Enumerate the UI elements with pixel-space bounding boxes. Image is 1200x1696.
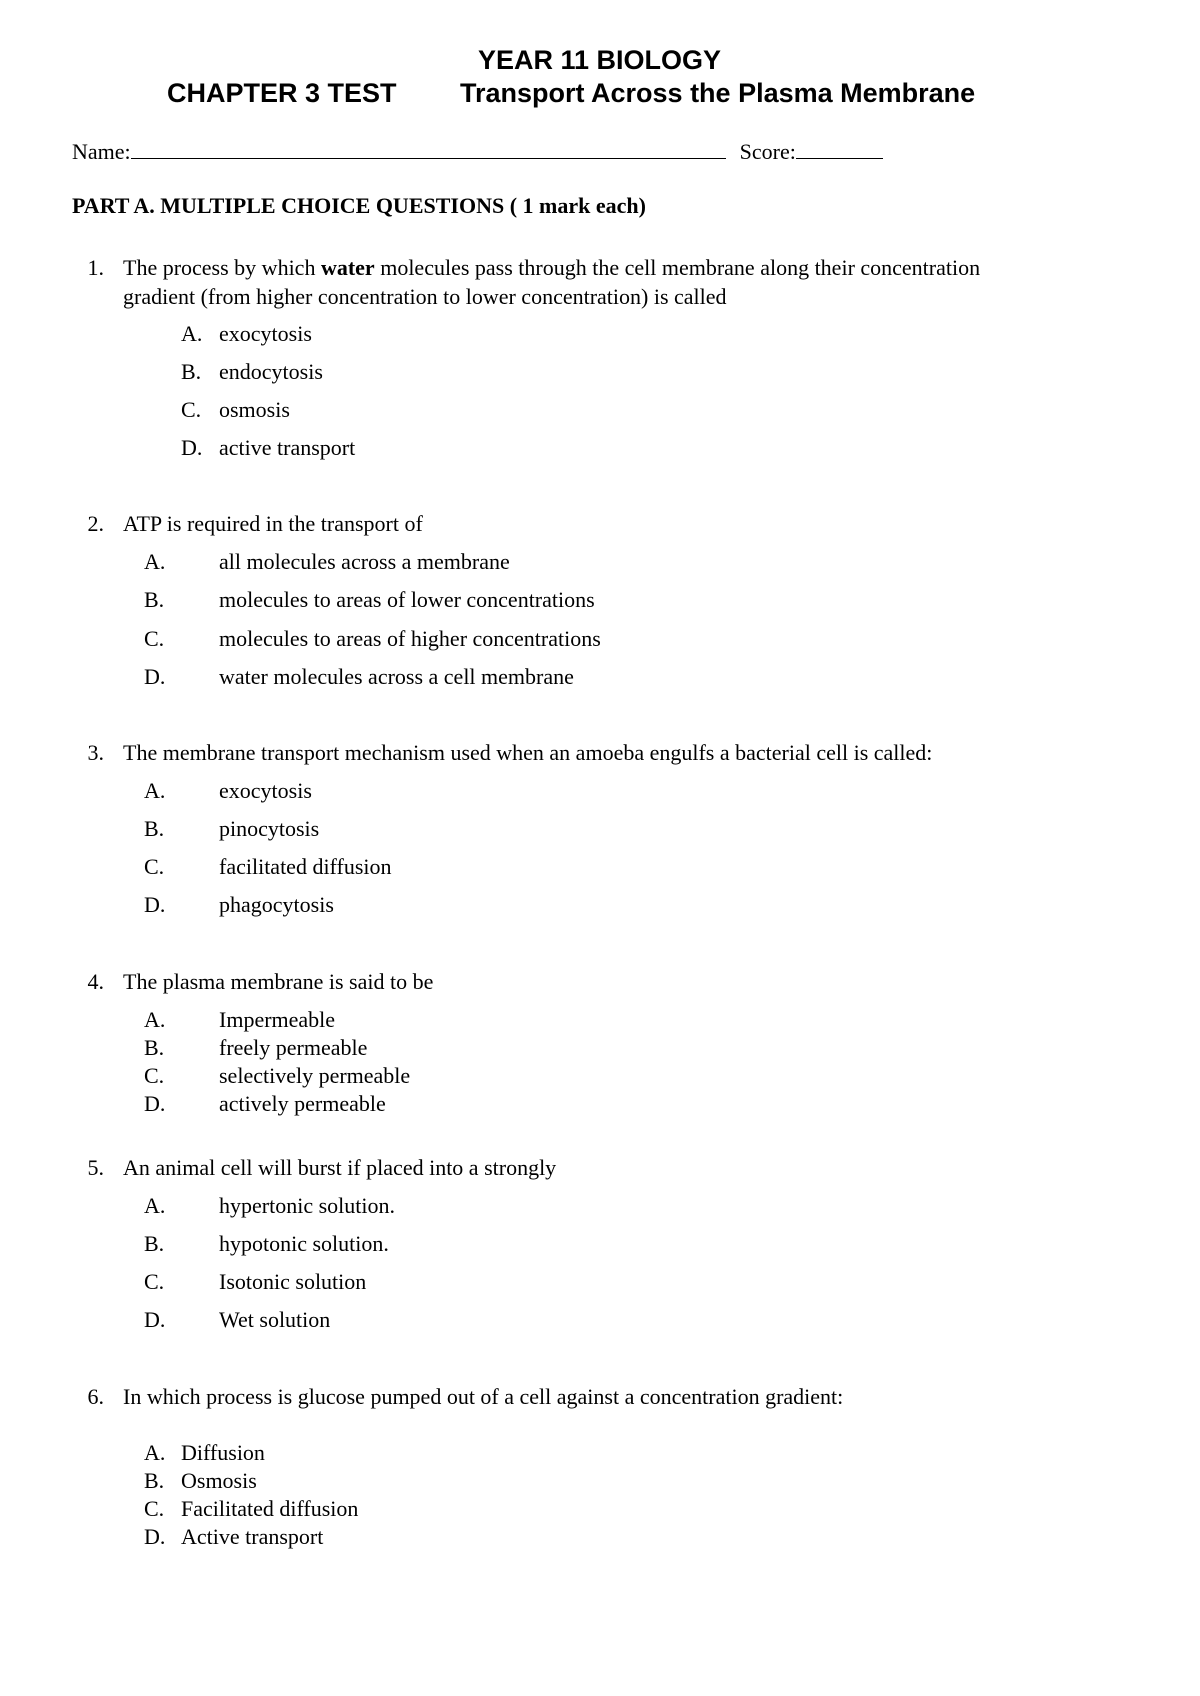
- option-letter: C.: [144, 1496, 165, 1521]
- option-text[interactable]: selectively permeable: [219, 1063, 411, 1088]
- option-text[interactable]: molecules to areas of higher concentrations: [219, 626, 601, 651]
- option-letter: A.: [181, 321, 203, 346]
- option-letter: D.: [144, 1307, 166, 1332]
- option-letter: D.: [144, 1524, 166, 1549]
- score-label: Score:: [739, 139, 796, 164]
- question-number: 6.: [87, 1384, 104, 1409]
- option-letter: A.: [144, 1007, 166, 1032]
- option-letter: D.: [144, 664, 166, 689]
- option-text[interactable]: all molecules across a membrane: [219, 549, 510, 574]
- name-label: Name:: [72, 139, 131, 164]
- chapter-topic: Transport Across the Plasma Membrane: [460, 78, 976, 108]
- option-text[interactable]: phagocytosis: [219, 892, 334, 917]
- option-text[interactable]: water molecules across a cell membrane: [219, 664, 574, 689]
- question-number: 5.: [87, 1155, 104, 1180]
- option-letter: B.: [144, 1231, 165, 1256]
- option-letter: C.: [144, 854, 165, 879]
- question-number: 1.: [87, 255, 104, 280]
- option-text[interactable]: molecules to areas of lower concentrations: [219, 587, 595, 612]
- option-text[interactable]: Isotonic solution: [219, 1269, 367, 1294]
- option-letter: A.: [144, 1193, 166, 1218]
- option-text[interactable]: Active transport: [181, 1524, 324, 1549]
- question-text-line2: gradient (from higher concentration to lower concentration) is called: [123, 284, 727, 309]
- option-letter: D.: [144, 892, 166, 917]
- option-text[interactable]: Wet solution: [219, 1307, 331, 1332]
- question-text: The membrane transport mechanism used when an amoeba engulfs a bacterial cell is called:: [123, 740, 933, 765]
- option-letter: B.: [181, 359, 202, 384]
- option-text[interactable]: osmosis: [219, 397, 290, 422]
- question-keyword: water: [320, 255, 375, 280]
- option-text[interactable]: pinocytosis: [219, 816, 320, 841]
- option-letter: B.: [144, 1468, 165, 1493]
- question-text: ATP is required in the transport of: [123, 511, 423, 536]
- score-field[interactable]: [796, 138, 883, 159]
- option-text[interactable]: Osmosis: [181, 1468, 257, 1493]
- option-text[interactable]: actively permeable: [219, 1091, 386, 1116]
- option-letter: B.: [144, 1035, 165, 1060]
- option-text[interactable]: hypertonic solution.: [219, 1193, 395, 1218]
- question-text: The plasma membrane is said to be: [123, 969, 434, 994]
- option-text[interactable]: endocytosis: [219, 359, 323, 384]
- option-letter: B.: [144, 587, 165, 612]
- option-letter: C.: [144, 626, 165, 651]
- option-text[interactable]: Impermeable: [219, 1007, 336, 1032]
- option-letter: D.: [181, 435, 203, 460]
- question-text-part: molecules pass through the cell membrane along their concentration: [374, 255, 981, 280]
- option-text[interactable]: hypotonic solution.: [219, 1231, 389, 1256]
- option-letter: A.: [144, 549, 166, 574]
- option-letter: A.: [144, 778, 166, 803]
- question-text: An animal cell will burst if placed into a strongly: [123, 1155, 557, 1180]
- chapter-label: CHAPTER 3 TEST: [167, 78, 397, 108]
- option-text[interactable]: exocytosis: [219, 778, 312, 803]
- option-text[interactable]: exocytosis: [219, 321, 312, 346]
- option-text[interactable]: Diffusion: [181, 1440, 265, 1465]
- option-text[interactable]: active transport: [219, 435, 356, 460]
- document-title: YEAR 11 BIOLOGY: [478, 45, 722, 75]
- option-text[interactable]: facilitated diffusion: [219, 854, 392, 879]
- option-letter: C.: [144, 1269, 165, 1294]
- name-score-row: [72, 138, 883, 165]
- part-a-heading: PART A. MULTIPLE CHOICE QUESTIONS ( 1 mark each): [72, 193, 646, 218]
- name-field[interactable]: [131, 138, 726, 159]
- question-number: 2.: [87, 511, 104, 536]
- option-letter: C.: [144, 1063, 165, 1088]
- question-number: 3.: [87, 740, 104, 765]
- question-text: [123, 255, 980, 281]
- option-text[interactable]: freely permeable: [219, 1035, 368, 1060]
- option-letter: C.: [181, 397, 202, 422]
- option-letter: D.: [144, 1091, 166, 1116]
- question-text: In which process is glucose pumped out of a cell against a concentration gradient:: [123, 1384, 844, 1409]
- option-text[interactable]: Facilitated diffusion: [181, 1496, 359, 1521]
- question-text-part: The process by which: [123, 255, 321, 280]
- option-letter: A.: [144, 1440, 166, 1465]
- option-letter: B.: [144, 816, 165, 841]
- question-number: 4.: [87, 969, 104, 994]
